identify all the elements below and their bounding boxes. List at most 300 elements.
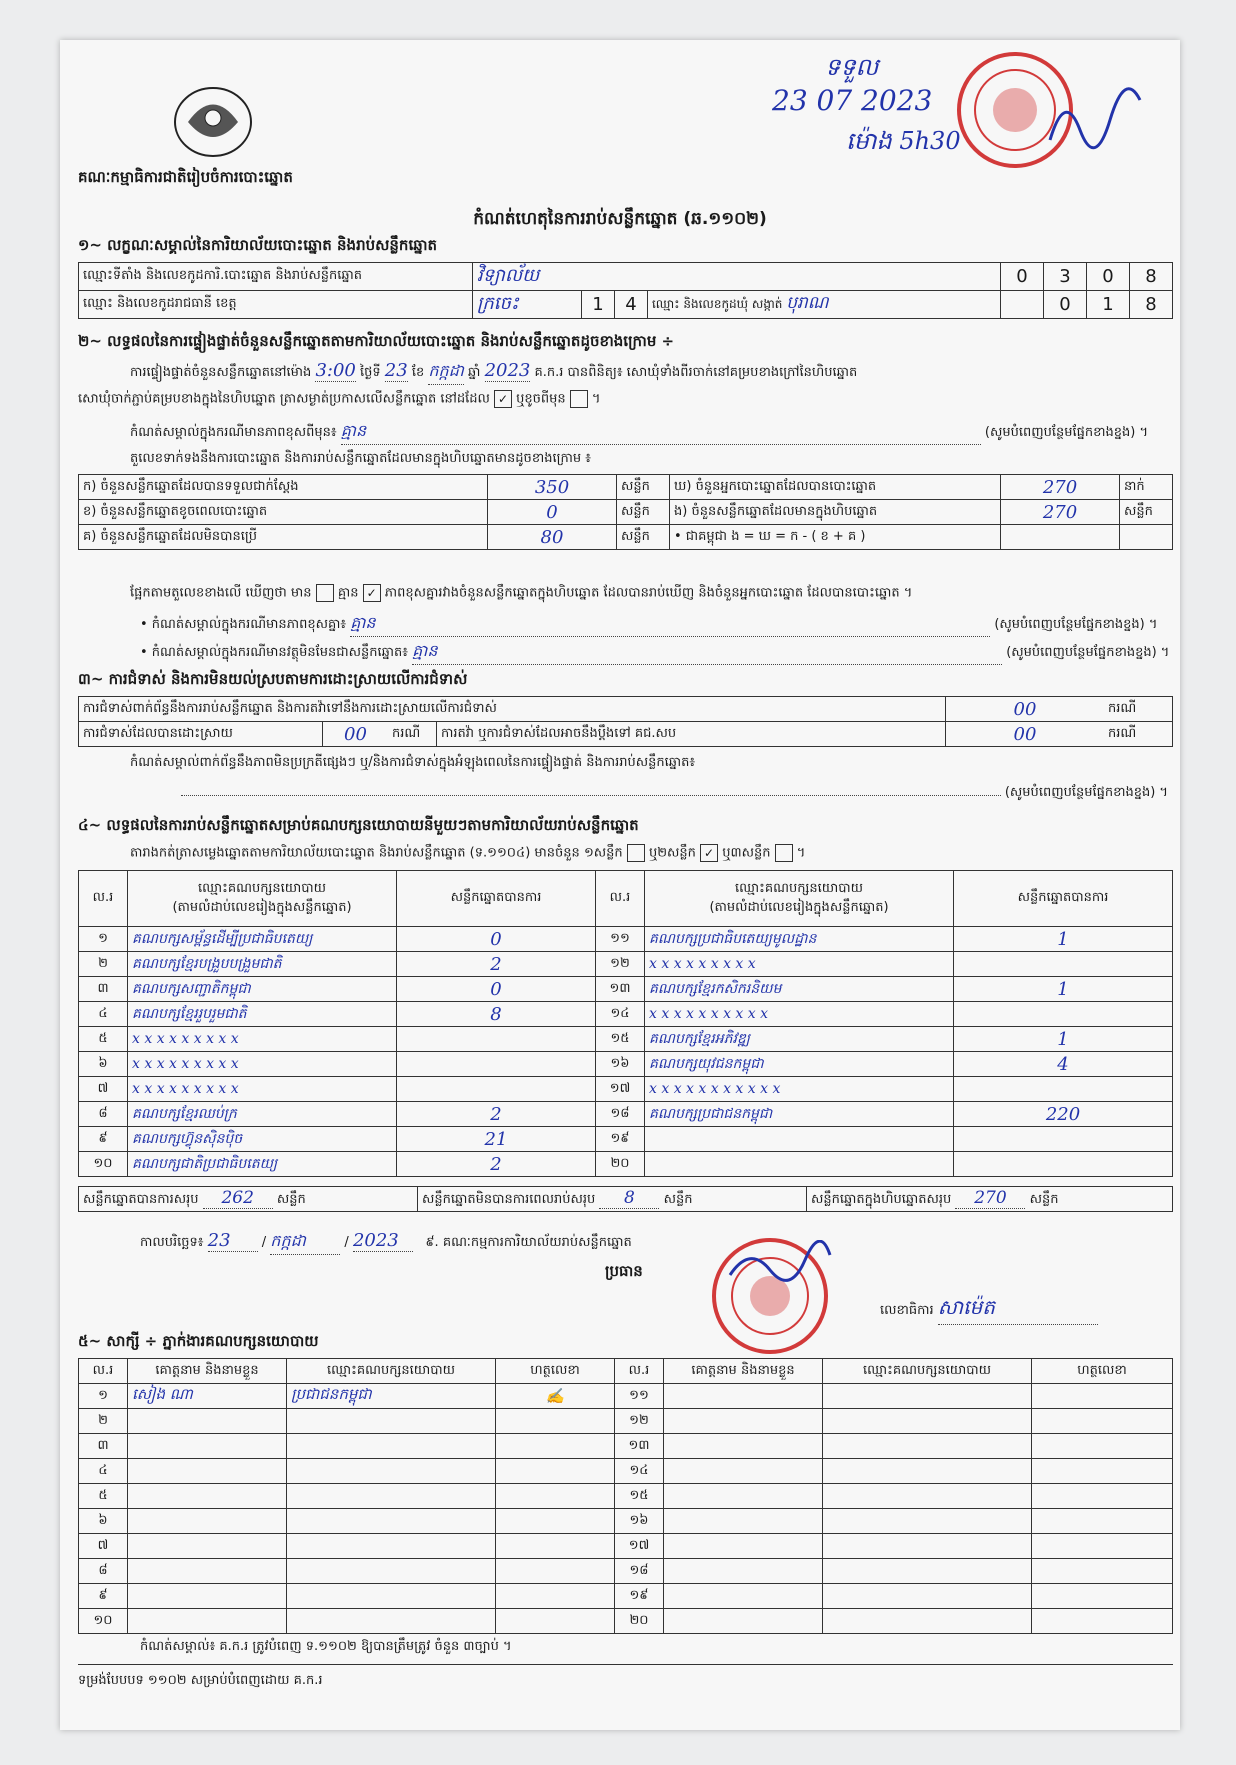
section4-title: ៤~ លទ្ធផលនៃការរាប់សន្លឹកឆ្នោតសម្រាប់គណបក្សនយោបាយនីមួយៗតាមការិយាល័យរាប់សន្លឹកឆ្នោត [78, 816, 639, 834]
figure-row [79, 475, 1173, 500]
witness-party [287, 1609, 496, 1634]
party-no: ៨ [79, 1102, 128, 1127]
witness-row [79, 1609, 1173, 1634]
verify-time: 3:00 [315, 360, 356, 381]
difference-check-line [130, 584, 912, 604]
party-no: ១៦ [596, 1052, 645, 1077]
province-value: ក្រចេះ [473, 291, 582, 319]
witness-no: ៤ [79, 1459, 128, 1484]
witness-name [664, 1459, 823, 1484]
party-name: x x x x x x x x x [645, 952, 954, 977]
witness-signature [1032, 1434, 1173, 1459]
party-votes [397, 1052, 596, 1077]
party-no: ១៤ [596, 1002, 645, 1027]
party-votes: 0 [397, 927, 596, 952]
bullet1-label: • កំណត់សម្គាល់ក្នុងករណីមានភាពខុសគ្នា៖ [140, 617, 347, 632]
col-sign: ហត្ថលេខា [1032, 1359, 1173, 1384]
witness-row [79, 1534, 1173, 1559]
col-party: ឈ្មោះគណបក្សនយោបាយ [823, 1359, 1032, 1384]
section4-intro: តារាងកត់ត្រាសម្លេងឆ្នោតតាមការិយាល័យបោះឆ្នោត និងរាប់សន្លឹកឆ្នោត (ទ.១១០៤) មានចំនួន ១សន្លឹក ឬ២សន្លឹក ✓ ឬ៣សន្លឹក ។ [130, 845, 806, 861]
appeal-label: ការតវ៉ា ឬការជំទាស់ដែលអាចនឹងប្តឹងទៅ គជ.សប [436, 722, 945, 747]
witness-no: ៦ [79, 1509, 128, 1534]
witness-signature [1032, 1459, 1173, 1484]
witness-no: ៥ [79, 1484, 128, 1509]
date-year: 2023 [353, 1230, 413, 1252]
witness-row [79, 1484, 1173, 1509]
party-no: ១២ [596, 952, 645, 977]
witness-no: ១១ [615, 1384, 664, 1409]
chair-signature-icon [725, 1240, 835, 1290]
party-votes [397, 1027, 596, 1052]
witness-party [287, 1559, 496, 1584]
witness-name [664, 1534, 823, 1559]
figure-value-right: 270 [1001, 475, 1120, 500]
party-no: ១០ [79, 1152, 128, 1177]
resolved-value: 00 [323, 722, 388, 747]
location-label: ឈ្មោះទីតាំង និងលេខកូដការិ.បោះឆ្នោត និងរាប់សន្លឹកឆ្នោត [79, 263, 473, 291]
bullet2-label: • កំណត់សម្គាល់ក្នុងករណីមានវត្ថុមិនមែនជាសន្លឹកឆ្នោត៖ [140, 645, 408, 660]
party-name: គណបក្សជាតិប្រជាធិបតេយ្យ [128, 1152, 397, 1177]
witness-signature [1032, 1384, 1173, 1409]
witness-no: ១៦ [615, 1509, 664, 1534]
three-sheet-checkbox[interactable] [775, 844, 793, 862]
witness-party [287, 1584, 496, 1609]
party-no: ៣ [79, 977, 128, 1002]
diff-rest-text: ភាពខុសគ្នារវាងចំនួនសន្លឹកឆ្នោតក្នុងហិបឆ្នោត ដែលបានរាប់ឃើញ និងចំនួនអ្នកបោះឆ្នោត ដែលបានបោះឆ្នោត ។ [384, 585, 913, 601]
witness-party [823, 1434, 1032, 1459]
unit-label: ករណី [388, 722, 437, 747]
party-name: x x x x x x x x x [128, 1052, 397, 1077]
location-code-digit: 3 [1044, 263, 1087, 291]
figures-table [78, 474, 1173, 550]
witness-no: ២០ [615, 1609, 664, 1634]
witness-name [664, 1434, 823, 1459]
witness-signature [1032, 1484, 1173, 1509]
verify-text: ថ្ងៃទី [360, 365, 381, 380]
witness-signature [496, 1559, 615, 1584]
figures-intro: តួលេខទាក់ទងនឹងការបោះឆ្នោត និងការរាប់សន្លឹកឆ្នោតដែលមានក្នុងហិបឆ្នោតមានដូចខាងក្រោម ៖ [130, 451, 591, 466]
section3-title: ៣~ ការជំទាស់ និងការមិនយល់ស្របតាមការដោះស្រាយលើការជំទាស់ [78, 670, 468, 688]
witness-row [79, 1559, 1173, 1584]
witness-signature [1032, 1409, 1173, 1434]
province-code-digit: 4 [615, 291, 648, 319]
party-votes [954, 1002, 1173, 1027]
witness-row [79, 1459, 1173, 1484]
witness-no: ២ [79, 1409, 128, 1434]
party-name: x x x x x x x x x x x [645, 1077, 954, 1102]
seal-check-line: សោឃុំចាក់ភ្ជាប់គម្របខាងក្នុងនៃហិបឆ្នោត ត្រាសម្ងាត់ប្រកាសលើសន្លឹកឆ្នោត នៅដដែល ✓ ឬខូចពីមុន ។ [78, 391, 601, 407]
result-row [79, 1127, 1173, 1152]
intro-text: ឬ២សន្លឹក [648, 845, 696, 861]
figure-row [79, 500, 1173, 525]
party-no: ៧ [79, 1077, 128, 1102]
diff-none-text: គ្មាន [337, 585, 359, 601]
unit-label: សន្លឹក [663, 1192, 693, 1207]
witness-row [79, 1509, 1173, 1534]
party-no: ១៧ [596, 1077, 645, 1102]
receipt-note-time: ម៉ោង 5h30 [846, 127, 961, 155]
party-votes: 8 [397, 1002, 596, 1027]
witness-no: ៧ [79, 1534, 128, 1559]
section1-title: ១~ លក្ខណៈសម្គាល់នៃការិយាល័យបោះឆ្នោត និងរាប់សន្លឹកឆ្នោត [78, 236, 438, 254]
location-code-digit: 8 [1130, 263, 1173, 291]
result-row [79, 977, 1173, 1002]
resolved-label: ការជំទាស់ដែលបានដោះស្រាយ [79, 722, 323, 747]
total-box-cell [807, 1187, 1173, 1212]
total-valid-value: 262 [203, 1188, 273, 1209]
verify-month: កក្កដា [428, 360, 464, 385]
witness-party [287, 1509, 496, 1534]
party-name: គណបក្សខ្មែរបង្រួបបង្រួមជាតិ [128, 952, 397, 977]
result-row [79, 1077, 1173, 1102]
witness-name [128, 1584, 287, 1609]
party-no: ១១ [596, 927, 645, 952]
witness-name [128, 1409, 287, 1434]
secretary-label: លេខាធិការ [880, 1303, 934, 1318]
chair-label: ប្រធាន [605, 1262, 643, 1280]
figure-unit-left: សន្លឹក [617, 525, 670, 550]
commune-cell [648, 291, 1001, 319]
receipt-note-line1: ទទួល [825, 53, 879, 81]
commune-label: ឈ្មោះ និងលេខកូដឃុំ សង្កាត់ [652, 297, 783, 311]
province-code-digit: 1 [582, 291, 615, 319]
result-row [79, 1027, 1173, 1052]
unit-label: សន្លឹក [1029, 1192, 1059, 1207]
total-invalid-value: 8 [599, 1188, 659, 1209]
party-votes [954, 1127, 1173, 1152]
witness-party: ប្រជាជនកម្ពុជា [287, 1384, 496, 1409]
no-difference-checkbox[interactable]: ✓ [363, 584, 381, 602]
witness-no: ១២ [615, 1409, 664, 1434]
col-name: គោត្តនាម និងនាមខ្លួន [128, 1359, 287, 1384]
fill-hint: (សូមបំពេញបន្ថែមផ្នែកខាងខ្នង) ។ [1004, 785, 1168, 800]
party-votes [397, 1077, 596, 1102]
verify-text: ខែ [411, 365, 425, 380]
fill-hint: (សូមបំពេញបន្ថែមផ្នែកខាងខ្នង) ។ [1006, 645, 1170, 660]
figure-value-left: 350 [488, 475, 617, 500]
figure-unit-left: សន្លឹក [617, 500, 670, 525]
party-name: គណបក្សខ្មែរអភិវឌ្ឍ [645, 1027, 954, 1052]
party-votes [954, 1077, 1173, 1102]
witness-row [79, 1584, 1173, 1609]
figure-label-left: គ) ចំនួនសន្លឹកឆ្នោតដែលមិនបានប្រើ [79, 525, 488, 550]
figure-row [79, 525, 1173, 550]
witness-name [128, 1509, 287, 1534]
section3-fill-line [78, 784, 1168, 803]
witness-party [823, 1559, 1032, 1584]
section5-title: ៥~ សាក្សី ÷ ភ្នាក់ងារគណបក្សនយោបាយ [78, 1332, 319, 1350]
witness-no: ១៧ [615, 1534, 664, 1559]
location-code-digit: 0 [1001, 263, 1044, 291]
witness-signature [1032, 1609, 1173, 1634]
total-invalid-cell [418, 1187, 807, 1212]
bullet1-value: គ្មាន [350, 612, 990, 637]
party-name [645, 1127, 954, 1152]
damaged-checkbox[interactable] [570, 390, 588, 408]
party-votes: 2 [397, 1102, 596, 1127]
date-line: កាលបរិច្ឆេទ៖ 23 / កក្កដា / 2023 ៩. គណៈកម្មការការិយាល័យរាប់សន្លឹកឆ្នោត [140, 1230, 632, 1255]
total-valid-label: សន្លឹកឆ្នោតបានការសរុប [83, 1192, 199, 1207]
verification-paragraph [130, 360, 857, 385]
appeal-value: 00 [946, 722, 1105, 747]
secretary-line [880, 1294, 1098, 1325]
figure-value-left: 0 [488, 500, 617, 525]
party-no: ៦ [79, 1052, 128, 1077]
witness-signature [496, 1509, 615, 1534]
section3-note: កំណត់សម្គាល់ពាក់ព័ន្ធនឹងភាពមិនប្រក្រតីផ្សេងៗ ឬ/និងការជំទាស់ក្នុងអំឡុងពេលនៃការផ្ទៀងផ្ទាត់ និងការរាប់សន្លឹកឆ្នោត៖ [130, 755, 696, 770]
fill-hint: (សូមបំពេញបន្ថែមផ្នែកខាងខ្នង) ។ [994, 617, 1158, 632]
intro-text: តារាងកត់ត្រាសម្លេងឆ្នោតតាមការិយាល័យបោះឆ្នោត និងរាប់សន្លឹកឆ្នោត (ទ.១១០៤) មានចំនួន ១សន្លឹក [130, 845, 623, 861]
col-votes: សន្លឹកឆ្នោតបានការ [397, 871, 596, 927]
date-month: កក្កដា [270, 1230, 340, 1255]
total-box-value: 270 [955, 1188, 1025, 1209]
col-no: ល.រ [79, 1359, 128, 1384]
result-row [79, 952, 1173, 977]
witness-no: ៩ [79, 1584, 128, 1609]
figure-label-left: ក) ចំនួនសន្លឹកឆ្នោតដែលបានទទួលជាក់ស្តែង [79, 475, 488, 500]
witness-signature [1032, 1559, 1173, 1584]
unit-label: ករណី [1104, 722, 1173, 747]
witness-name [664, 1384, 823, 1409]
witness-name [128, 1609, 287, 1634]
party-no: ១៨ [596, 1102, 645, 1127]
location-value: វិទ្យាល័យ [473, 263, 1001, 291]
witness-signature [496, 1484, 615, 1509]
party-name: គណបក្សខ្មែរឈប់ក្រ [128, 1102, 397, 1127]
total-box-label: សន្លឹកឆ្នោតក្នុងហិបឆ្នោតសរុប [811, 1192, 952, 1207]
party-no: ៥ [79, 1027, 128, 1052]
receipt-note-date: 23 07 2023 [772, 84, 933, 117]
footer-divider [78, 1664, 1173, 1665]
witness-signature [496, 1459, 615, 1484]
verify-text: ការផ្ទៀងផ្ទាត់ចំនួនសន្លឹកឆ្នោតនៅម៉ោង [130, 365, 312, 380]
witness-name: សៀង ណា [128, 1384, 287, 1409]
result-row [79, 1052, 1173, 1077]
party-no: ៩ [79, 1127, 128, 1152]
witness-no: ៣ [79, 1434, 128, 1459]
witness-party [823, 1584, 1032, 1609]
witness-name [664, 1584, 823, 1609]
result-row [79, 927, 1173, 952]
party-votes: 21 [397, 1127, 596, 1152]
witness-party [287, 1534, 496, 1559]
party-votes: 1 [954, 977, 1173, 1002]
witness-party [287, 1459, 496, 1484]
col-party-title: ឈ្មោះគណបក្សនយោបាយ [198, 880, 326, 896]
commune-value: បុរាណ [786, 293, 829, 313]
witness-signature [1032, 1584, 1173, 1609]
witness-signature [496, 1609, 615, 1634]
party-name: គណបក្សប្រជាជនកម្ពុជា [645, 1102, 954, 1127]
witness-row [79, 1409, 1173, 1434]
damaged-text: ឬខូចពីមុន [516, 391, 566, 407]
witness-party [823, 1409, 1032, 1434]
objection-label: ការជំទាស់ពាក់ព័ន្ធនឹងការរាប់សន្លឹកឆ្នោត និងការតវ៉ាទៅនឹងការដោះស្រាយលើការជំទាស់ [79, 697, 946, 722]
province-label: ឈ្មោះ និងលេខកូដរាជធានី ខេត្ត [79, 291, 473, 319]
party-no: ១៩ [596, 1127, 645, 1152]
party-no: ២ [79, 952, 128, 977]
party-name: គណបក្សសម្ព័ន្ធដើម្បីប្រជាធិបតេយ្យ [128, 927, 397, 952]
col-name: គោត្តនាម និងនាមខ្លួន [664, 1359, 823, 1384]
party-no: ១៣ [596, 977, 645, 1002]
witness-party [823, 1509, 1032, 1534]
col-no: ល.រ [615, 1359, 664, 1384]
witness-party [823, 1384, 1032, 1409]
witness-party [823, 1534, 1032, 1559]
witness-signature: ✍ [496, 1384, 615, 1409]
intact-checkbox[interactable]: ✓ [494, 390, 512, 408]
witness-row [79, 1434, 1173, 1459]
has-difference-checkbox[interactable] [316, 584, 334, 602]
witness-no: ១៩ [615, 1584, 664, 1609]
party-votes: 2 [397, 952, 596, 977]
figure-unit-right: នាក់ [1120, 475, 1173, 500]
date-label: កាលបរិច្ឆេទ៖ [140, 1235, 204, 1250]
party-name: x x x x x x x x x [128, 1077, 397, 1102]
total-invalid-label: សន្លឹកឆ្នោតមិនបានការពេលរាប់សរុប [422, 1192, 596, 1207]
col-party-sub: (តាមលំដាប់លេខរៀងក្នុងសន្លឹកឆ្នោត) [709, 899, 889, 915]
col-sign: ហត្ថលេខា [496, 1359, 615, 1384]
section5-note: កំណត់សម្គាល់៖ គ.ក.រ ត្រូវបំពេញ ទ.១១០២ ឱ្យបានត្រឹមត្រូវ ចំនួន ៣ច្បាប់ ។ [140, 1639, 512, 1654]
party-votes: 2 [397, 1152, 596, 1177]
commune-code-digit: 0 [1044, 291, 1087, 319]
col-party [128, 871, 397, 927]
witness-name [664, 1559, 823, 1584]
date-day: 23 [208, 1230, 258, 1252]
party-name: គណបក្សហ៊្វុនស៊ិនប៉ិច [128, 1127, 397, 1152]
witness-name [664, 1484, 823, 1509]
figure-label-right: ឃ) ចំនួនអ្នកបោះឆ្នោតដែលបានបោះឆ្នោត [670, 475, 1001, 500]
col-votes: សន្លឹកឆ្នោតបានការ [954, 871, 1173, 927]
committee-label: ៩. គណៈកម្មការការិយាល័យរាប់សន្លឹកឆ្នោត [425, 1235, 632, 1250]
party-votes: 4 [954, 1052, 1173, 1077]
witness-name [664, 1609, 823, 1634]
party-votes [954, 952, 1173, 977]
party-no: ១៥ [596, 1027, 645, 1052]
witness-row [79, 1384, 1173, 1409]
figure-label-right: • ជាគម្ពុជា ង = ឃ = ក - ( ខ + គ ) [670, 525, 1001, 550]
witness-party [823, 1459, 1032, 1484]
witness-signature [496, 1584, 615, 1609]
section2-title: ២~ លទ្ធផលនៃការផ្ទៀងផ្ទាត់ចំនួនសន្លឹកឆ្នោតតាមការិយាល័យបោះឆ្នោត និងរាប់សន្លឹកឆ្នោតដូចខាងក្រោម ÷ [78, 332, 675, 350]
figure-value-right [1001, 525, 1120, 550]
seal-text: សោឃុំចាក់ភ្ជាប់គម្របខាងក្នុងនៃហិបឆ្នោត ត្រាសម្ងាត់ប្រកាសលើសន្លឹកឆ្នោត នៅដដែល [78, 391, 490, 407]
col-party: ឈ្មោះគណបក្សនយោបាយ [287, 1359, 496, 1384]
commune-code-digit: 8 [1130, 291, 1173, 319]
figure-label-left: ខ) ចំនួនសន្លឹកឆ្នោតខូចពេលបោះឆ្នោត [79, 500, 488, 525]
figure-value-right: 270 [1001, 500, 1120, 525]
party-name: គណបក្សខ្មែររួបរួមជាតិ [128, 1002, 397, 1027]
location-code-digit: 0 [1087, 263, 1130, 291]
col-party-sub: (តាមលំដាប់លេខរៀងក្នុងសន្លឹកឆ្នោត) [172, 899, 352, 915]
witness-name [664, 1509, 823, 1534]
witness-party [287, 1434, 496, 1459]
diff-text: ផ្អែកតាមតួលេខខាងលើ ឃើញថា មាន [130, 585, 312, 601]
figure-unit-right: សន្លឹក [1120, 500, 1173, 525]
objection-value: 00 [946, 697, 1105, 722]
party-votes: 1 [954, 1027, 1173, 1052]
witness-name [128, 1559, 287, 1584]
form-footer: ទម្រង់បែបបទ ១១០២ សម្រាប់បំពេញដោយ គ.ក.រ [78, 1673, 323, 1688]
col-party [645, 871, 954, 927]
witness-table [78, 1358, 1173, 1634]
party-name: គណបក្សប្រជាធិបតេយ្យមូលដ្ឋាន [645, 927, 954, 952]
bullet2-line [140, 640, 1170, 665]
results-table [78, 870, 1173, 1177]
witness-no: ១ [79, 1384, 128, 1409]
result-row [79, 1002, 1173, 1027]
figure-unit-left: សន្លឹក [617, 475, 670, 500]
party-no: ៤ [79, 1002, 128, 1027]
dotted-line [181, 795, 1001, 796]
section1-table [78, 262, 1173, 319]
witness-party [823, 1484, 1032, 1509]
objection-table [78, 696, 1173, 747]
fill-hint: (សូមបំពេញបន្ថែមផ្នែកខាងខ្នង) ។ [984, 425, 1149, 440]
nec-emblem-icon [168, 82, 258, 162]
figure-label-right: ង) ចំនួនសន្លឹកឆ្នោតដែលមានក្នុងហិបឆ្នោត [670, 500, 1001, 525]
col-no: ល.រ [79, 871, 128, 927]
figure-value-left: 80 [488, 525, 617, 550]
result-row [79, 1152, 1173, 1177]
totals-table [78, 1186, 1173, 1212]
bullet1-line [140, 612, 1170, 637]
total-valid-cell [79, 1187, 418, 1212]
two-sheet-checkbox[interactable]: ✓ [700, 844, 718, 862]
committee-name: គណៈកម្មាធិការជាតិរៀបចំការបោះឆ្នោត [78, 168, 293, 186]
one-sheet-checkbox[interactable] [627, 844, 645, 862]
party-name: គណបក្សយុវជនកម្ពុជា [645, 1052, 954, 1077]
verify-text: គ.ក.រ បានពិនិត្យ៖ សោឃុំទាំងពីរចាក់នៅគម្របខាងក្រៅនៃហិបឆ្នោត [534, 365, 858, 380]
witness-signature [496, 1434, 615, 1459]
note1-value: គ្មាន [341, 420, 981, 445]
result-row [79, 1102, 1173, 1127]
witness-name [664, 1409, 823, 1434]
commune-code-digit: 1 [1087, 291, 1130, 319]
form-page [60, 40, 1180, 1730]
witness-no: ១៣ [615, 1434, 664, 1459]
witness-no: ១៨ [615, 1559, 664, 1584]
witness-no: ១៤ [615, 1459, 664, 1484]
verify-day: 23 [384, 360, 408, 381]
unit-label: ករណី [1104, 697, 1173, 722]
party-name: គណបក្សសញ្ជាតិកម្ពុជា [128, 977, 397, 1002]
witness-signature [1032, 1509, 1173, 1534]
signature-top-icon [1045, 80, 1145, 160]
note1-label: កំណត់សម្គាល់ក្នុងករណីមានភាពខុសពីមុន៖ [130, 425, 337, 440]
col-party-title: ឈ្មោះគណបក្សនយោបាយ [735, 880, 863, 896]
party-votes: 220 [954, 1102, 1173, 1127]
party-votes: 0 [397, 977, 596, 1002]
verify-year: 2023 [484, 360, 531, 381]
secretary-value: សាម៉េត [938, 1294, 1098, 1325]
witness-party [287, 1484, 496, 1509]
intro-text: ឬ៣សន្លឹក [722, 845, 771, 861]
party-name [645, 1152, 954, 1177]
witness-name [128, 1484, 287, 1509]
col-no: ល.រ [596, 871, 645, 927]
witness-party [823, 1609, 1032, 1634]
witness-signature [496, 1534, 615, 1559]
witness-name [128, 1459, 287, 1484]
unit-label: សន្លឹក [276, 1192, 306, 1207]
witness-no: ១០ [79, 1609, 128, 1634]
party-name: គណបក្សខ្មែរកសិករនិយម [645, 977, 954, 1002]
note1-line [130, 420, 1170, 445]
party-name: x x x x x x x x x x [645, 1002, 954, 1027]
form-title: កំណត់ហេតុនៃការរាប់សន្លឹកឆ្នោត (ឆ.១១០២) [473, 209, 767, 229]
witness-signature [1032, 1534, 1173, 1559]
